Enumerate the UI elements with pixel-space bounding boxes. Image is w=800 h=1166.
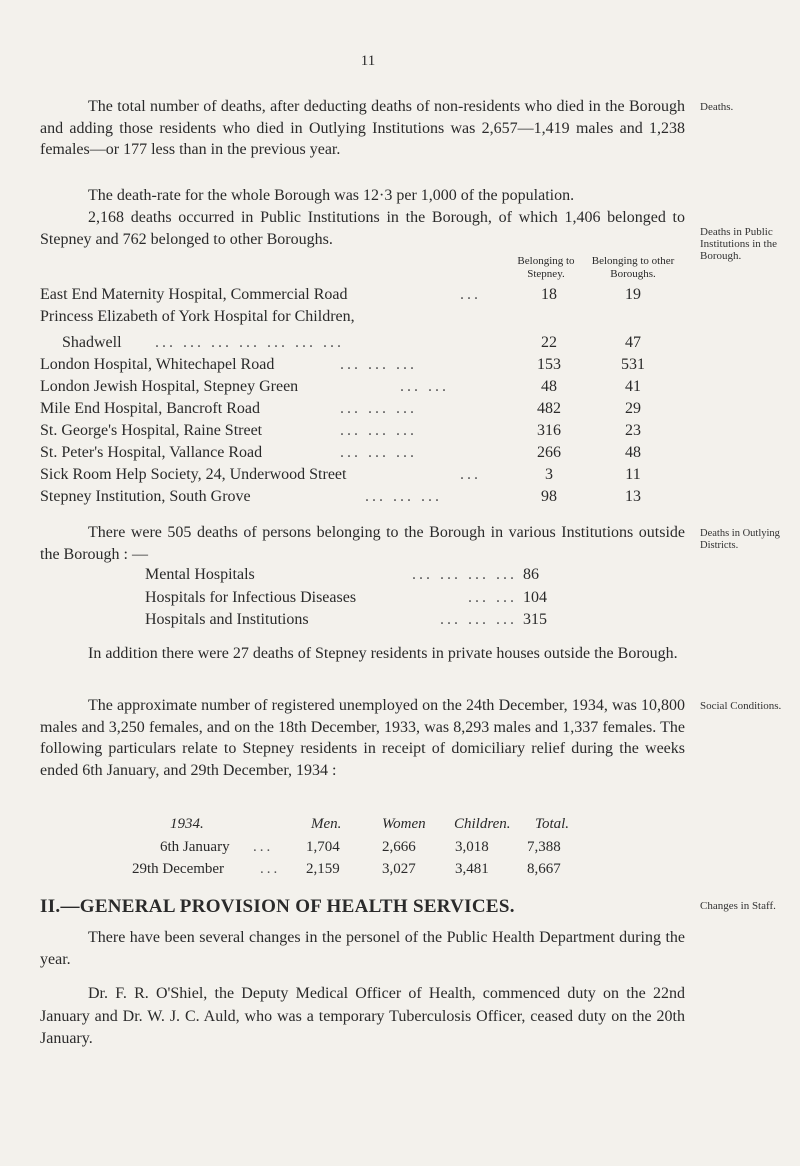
margin-note-deaths: Deaths. — [700, 101, 734, 113]
other-value: 47 — [625, 334, 641, 351]
hospital-name: East End Maternity Hospital, Commercial Road — [40, 286, 348, 303]
staff-changes-paragraph: There have been several changes in the personel of the Public Health Department during the year. — [40, 929, 685, 968]
list-item: Hospitals for Infectious Diseases ... ... 104 — [145, 589, 547, 606]
hospital-name: Sick Room Help Society, 24, Underwood Street — [40, 466, 347, 483]
table-row: St. Peter's Hospital, Vallance Road ... ... ... 266 48 — [40, 442, 660, 464]
table-row: Shadwell ... ... ... ... ... ... ... 22 47 — [40, 332, 660, 354]
stepney-value: 482 — [537, 400, 561, 417]
section-heading: II.—GENERAL PROVISION OF HEALTH SERVICES. — [40, 896, 515, 917]
table-row — [40, 306, 660, 328]
deputy-paragraph: Dr. F. R. O'Shiel, the Deputy Medical Officer of Health, commenced duty on the 22nd January and Dr. W. J. C. Auld, who was a temporary Tuberculosis Officer, ceased duty on the 20th January. — [40, 985, 685, 1047]
list-item: Hospitals and Institutions ... ... ... 315 — [145, 611, 547, 628]
table-row: Stepney Institution, South Grove ... ... ... 98 13 — [40, 486, 660, 508]
other-value: 19 — [625, 286, 641, 303]
hospital-name: St. George's Hospital, Raine Street — [40, 422, 263, 439]
table-row: Sick Room Help Society, 24, Underwood Street ... 3 11 — [40, 464, 660, 486]
table-row: 29th December ... 2,159 3,027 3,481 8,667 — [132, 861, 561, 877]
table-row: Mile End Hospital, Bancroft Road ... ... ... 482 29 — [40, 398, 660, 420]
margin-note-public-institutions: Deaths in Public Institutions in the Borough. — [700, 226, 777, 262]
other-value: 23 — [625, 422, 641, 439]
margin-note-staff: Changes in Staff. — [700, 900, 776, 912]
private-houses-paragraph: In addition there were 27 deaths of Stepney residents in private houses outside the Borough. — [88, 645, 678, 662]
death-rate-paragraph: The death-rate for the whole Borough was 12·3 per 1,000 of the population. — [88, 187, 575, 204]
deaths-paragraph: The total number of deaths, after deducting deaths of non-residents who died in the Borough and adding those residents who died in Outlying Institutions was 2,657—1,419 males and 1,238 females—or 177 less than in the previous year. — [40, 98, 685, 158]
hospital-name: Shadwell — [62, 334, 122, 351]
table-row: 6th January ... 1,704 2,666 3,018 7,388 — [160, 839, 561, 855]
hospital-name: Princess Elizabeth of York Hospital for Children, — [40, 308, 355, 325]
other-value: 531 — [621, 356, 645, 373]
table-row: London Jewish Hospital, Stepney Green ... ... 48 41 — [40, 376, 660, 398]
stepney-value: 316 — [537, 422, 561, 439]
hospital-name: London Hospital, Whitechapel Road — [40, 356, 275, 373]
other-value: 41 — [625, 378, 641, 395]
col-head-other: Belonging to other Boroughs. — [591, 255, 675, 280]
other-value: 11 — [625, 466, 641, 483]
hospital-name: St. Peter's Hospital, Vallance Road — [40, 444, 263, 461]
stepney-value: 18 — [541, 286, 557, 303]
list-item: Mental Hospitals ... ... ... ... 86 — [145, 566, 539, 583]
public-institutions-paragraph: 2,168 deaths occurred in Public Institutions in the Borough, of which 1,406 belonged to Stepney and 762 belonged to other Boroughs. — [40, 209, 685, 248]
unemployed-paragraph: The approximate number of registered unemployed on the 24th December, 1934, was 10,800 males and 3,250 females, and on the 18th December, 1933, was 8,293 males and 1,337 females. The following particulars relate to Stepney residents in receipt of domiciliary relief during the weeks ended 6th January, and 29th December, 1934 : — [40, 697, 685, 780]
table-header: 1934. Men. Women Children. Total. — [170, 816, 570, 832]
table-row: St. George's Hospital, Raine Street ... ... ... 316 23 — [40, 420, 660, 442]
table-row: London Hospital, Whitechapel Road ... ... ... 153 531 — [40, 354, 660, 376]
col-head-stepney: Belonging to Stepney. — [517, 255, 575, 280]
stepney-value: 98 — [541, 488, 557, 505]
stepney-value: 48 — [541, 378, 557, 395]
table-row: East End Maternity Hospital, Commercial Road ... 18 19 — [40, 284, 660, 306]
margin-note-outlying: Deaths in Outlying Districts. — [700, 528, 780, 551]
hospital-name: Stepney Institution, South Grove — [40, 488, 251, 505]
stepney-value: 266 — [537, 444, 561, 461]
other-value: 48 — [625, 444, 641, 461]
outlying-paragraph: There were 505 deaths of persons belonging to the Borough in various Institutions outside the Borough : — — [40, 524, 685, 563]
hospital-name: Mile End Hospital, Bancroft Road — [40, 400, 260, 417]
page-number: 11 — [360, 53, 376, 69]
stepney-value: 153 — [537, 356, 561, 373]
other-value: 29 — [625, 400, 641, 417]
stepney-value: 3 — [545, 466, 553, 483]
stepney-value: 22 — [541, 334, 557, 351]
margin-note-social: Social Conditions. — [700, 700, 782, 712]
hospital-name: London Jewish Hospital, Stepney Green — [40, 378, 299, 395]
other-value: 13 — [625, 488, 641, 505]
